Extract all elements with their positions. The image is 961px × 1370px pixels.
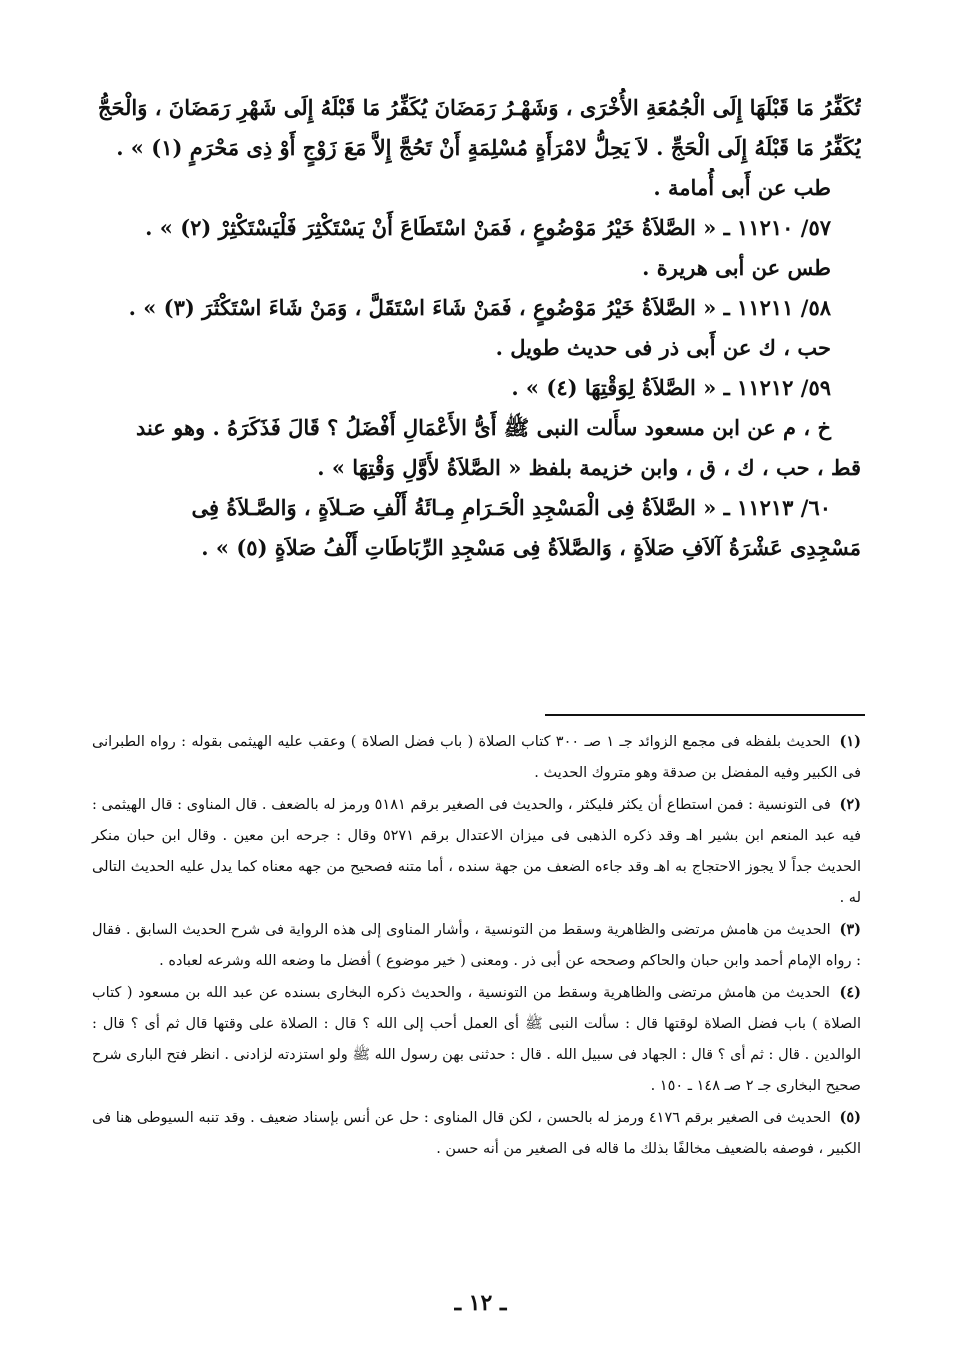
source-line: طس عن أبى هريرة .: [642, 255, 831, 280]
footnote-3: [92, 914, 861, 977]
hadith-59: ٥٩/ ١١٢١٢ ـ « الصَّلاَةُ لِوَقْتِهَا (٤) » .: [511, 375, 831, 400]
hadith-line: تُكَفِّرُ مَا قَبْلَهَا إِلَى الْجُمُعَةِ الأُخْرَى ، وَشَهْـرُ رَمَضَانَ يُكَفِّرُ مَا قَبْلَهُ إِلَى شَهْرِ رَمَضَانَ ، وَالْحَجُّ: [97, 95, 861, 120]
footnote-2: [92, 789, 861, 914]
footnote-4: [92, 977, 861, 1102]
footnote-1: [92, 726, 861, 789]
footnote-number: (٢): [839, 796, 861, 813]
footnote-text: الحديث من هامش مرتضى والظاهرية وسقط من التونسية ، والحديث ذكره البخارى بسنده عن عبد الله بن مسعود ( كتاب الصلاة ) باب فضل الصلاة لوقتها قال : سألت النبى ﷺ أى العمل أحب إلى الله ؟ قال : الصلاة على وقتها قال ثم أى ؟ قال : الوالدين . قال : ثم أى ؟ قال : الجهاد فى سبيل الله . قال : حدثنى بهن رسول الله ﷺ ولو استزدته لزادنى . انظر فتح البارى شرح صحيح البخارى جـ ٢ صـ ١٤٨ ـ ١٥٠ .: [92, 985, 861, 1094]
footnote-text: الحديث بلفظه فى مجمع الزوائد جـ ١ صـ ٣٠٠ كتاب الصلاة ( باب فضل الصلاة ) وعقب عليه الهيثمى بقوله : رواه الطبرانى فى الكبير وفيه المفضل بن صدقة وهو متروك الحديث .: [92, 734, 861, 781]
footnote-divider: [545, 714, 865, 716]
footnotes: [92, 726, 861, 1165]
footnote-number: (١): [839, 733, 862, 750]
source-line: قط ، حب ، ك ، ق ، وابن خزيمة بلفظ « الصَّلاَةُ لأَوَّلِ وَقْتِهَا » .: [317, 455, 861, 480]
footnote-5: [92, 1102, 861, 1165]
footnote-text: الحديث من هامش مرتضى والظاهرية وسقط من التونسية ، وأشار المناوى إلى هذه الرواية فى شرح الحديث السابق . فقال : رواه الإمام أحمد وابن حبان والحاكم وصححه عن أبى ذر . ومعنى ( خير موضوع ) أفضل ما وضعه الله وشرعه لعباده .: [92, 922, 861, 969]
hadith-line: يُكَفِّرُ مَا قَبْلَهُ إِلَى الْحَجِّ . لاَ يَحِلُّ لامْرَأَةٍ مُسْلِمَةٍ أَنْ تَحُجَّ إِلاَّ مَعَ زَوْجٍ أَوْ ذِى مَحْرَمٍ (١) » .: [116, 135, 861, 160]
hadith-58: ٥٨/ ١١٢١١ ـ « الصَّلاَةُ خَيْرُ مَوْضُوعٍ ، فَمَنْ شَاءَ اسْتَقَلَّ ، وَمَنْ شَاءَ اسْتَكْثَرَ (٣) » .: [128, 295, 831, 320]
footnote-text: فى التونسية : فمن استطاع أن يكثر فليكثر ، والحديث فى الصغير برقم ٥١٨١ ورمز له بالضعف . قال المناوى : قال الهيثمى : فيه عبد المنعم ابن بشير اهـ وقد ذكره الذهبى فى ميزان الاعتدال برقم ٥٢٧١ وقال : جرحه ابن معين . وقال ابن حبان منكر الحديث جداً لا يجوز الاحتجاج به اهـ وقد جاءه الضعف من جهة سنده ، أما متنه فصحيح من جهه معناه كما يدل عليه الحديث التالى له .: [92, 797, 862, 906]
footnote-number: (٤): [839, 984, 861, 1001]
source-line: طب عن أَبى أُمامة .: [653, 175, 831, 200]
hadith-line: مَسْجِدِى عَشْرَةُ آلاَفِ صَلاَةٍ ، وَالصَّلاَةُ فِى مَسْجِدِ الرِّبَاطَاتِ أَلْفُ صَلاَةٍ (٥) » .: [201, 535, 861, 560]
hadith-60: ٦٠/ ١١٢١٣ ـ « الصَّلاَةُ فِى الْمَسْجِدِ الْحَـرَامِ مِـائَةُ أَلْفِ صَـلاَةٍ ، وَالصَّـلاَةُ فِى: [191, 495, 831, 520]
source-line: خ ، م عن ابن مسعود سأَلت النبى ﷺ أَىُّ الأَعْمَالِ أَفْضَلُ ؟ قَالَ فَذَكَرَهُ . وهو عند: [135, 415, 831, 440]
source-line: حب ، ك عن أَبى ذر فى حديث طويل .: [495, 335, 831, 360]
footnote-text: الحديث فى الصغير برقم ٤١٧٦ ورمز له بالحسن ، لكن قال المناوى : حل عن أنس بإسناد ضعيف . وقد تنبه السيوطى هنا فى الكبير ، فوصفه بالضعيف مخالفًا بذلك ما قاله فى الصغير من أنه حسن .: [92, 1110, 861, 1157]
footnote-number: (٣): [839, 921, 861, 938]
hadith-57: ٥٧/ ١١٢١٠ ـ « الصَّلاَةُ خَيْرُ مَوْضُوعٍ ، فَمَنْ اسْتَطَاعَ أَنْ يَسْتَكْثِرَ فَلْيَسْتَكْثِرْ (٢) » .: [145, 215, 831, 240]
page-number: ـ ١٢ ـ: [454, 1290, 507, 1316]
main-text: [92, 88, 861, 568]
footnote-number: (٥): [839, 1109, 862, 1126]
